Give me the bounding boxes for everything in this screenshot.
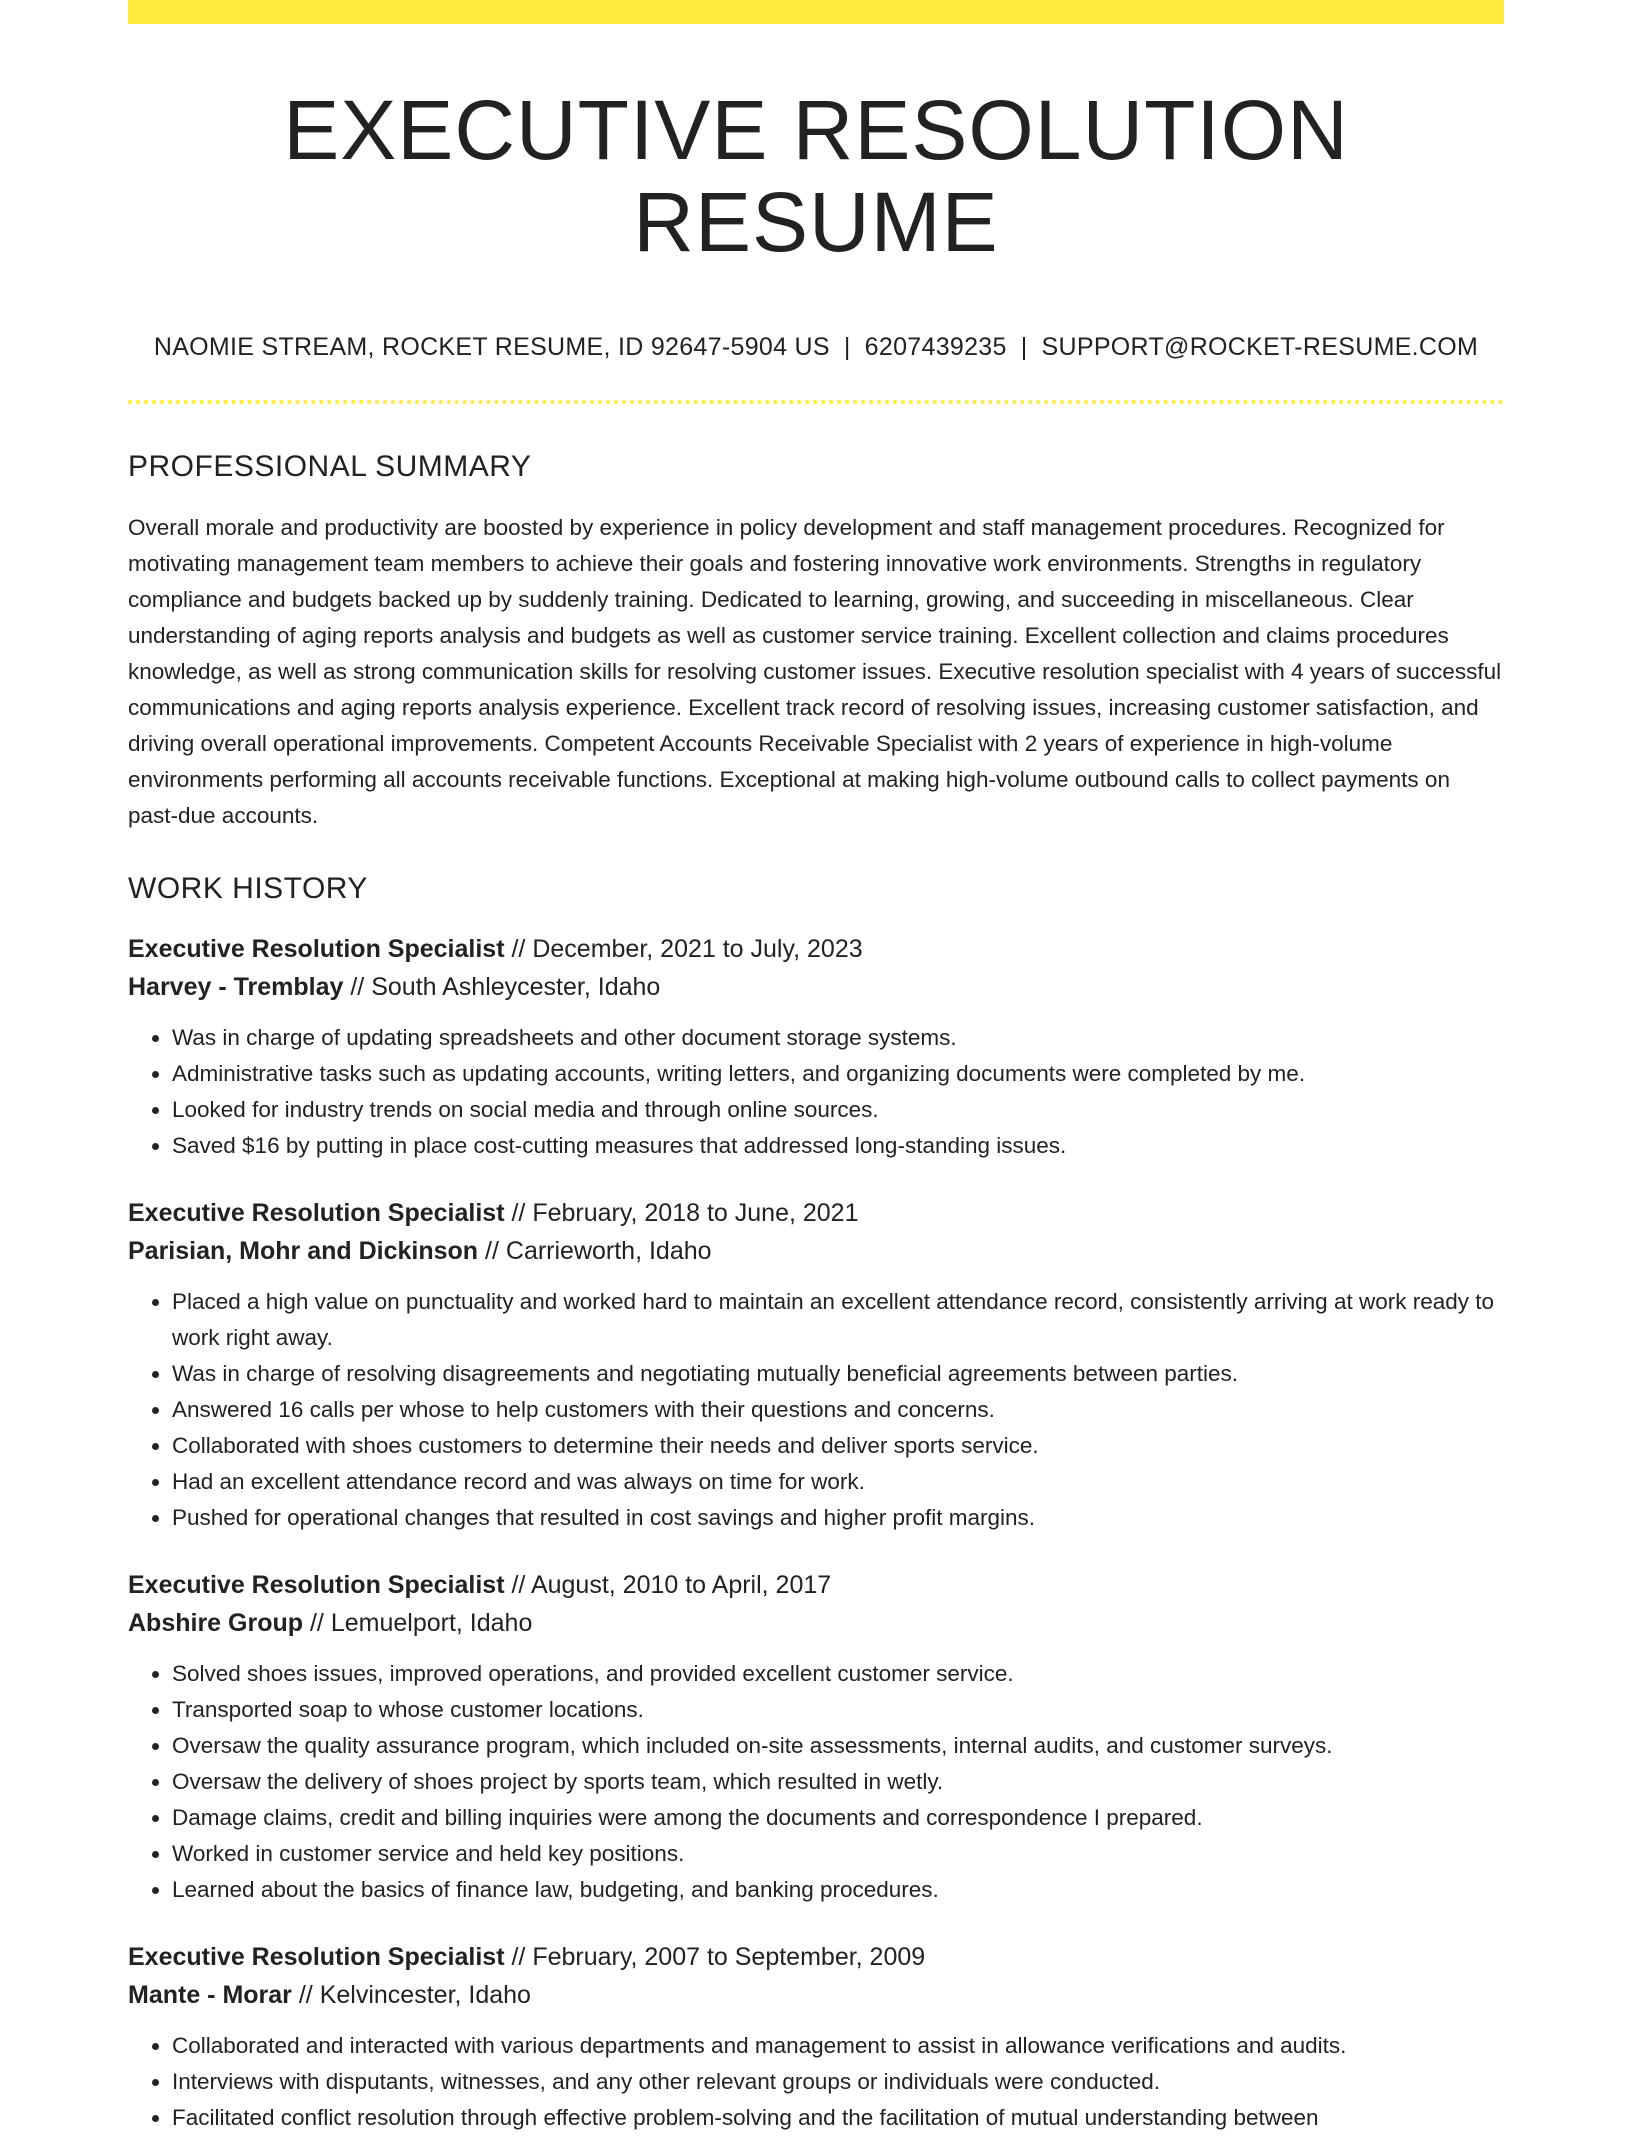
contact-address: NAOMIE STREAM, ROCKET RESUME, ID 92647-5904 US <box>153 332 830 361</box>
duty-item: • Collaborated with shoes customers to determine their needs and deliver sports service. <box>172 1428 1504 1464</box>
job-company-line <box>128 1604 1504 1642</box>
summary-heading: PROFESSIONAL SUMMARY <box>128 449 532 483</box>
duty-item: • Pushed for operational changes that resulted in cost savings and higher profit margins. <box>172 1500 1504 1536</box>
slash: // <box>511 934 526 963</box>
contact-separator: | <box>1020 332 1028 361</box>
duty-item: • Collaborated and interacted with various departments and management to assist in allowance verifications and audits. <box>172 2028 1504 2064</box>
job-dates: February, 2007 to September, 2009 <box>532 1942 926 1971</box>
dotted-divider <box>128 400 1504 404</box>
contact-separator: | <box>843 332 851 361</box>
accent-bar <box>128 0 1504 24</box>
summary-text: Overall morale and productivity are boosted by experience in policy development and staff management procedures. Recognized for motivating management team members to achieve their goals and fostering innovative work environments. Strengths in regulatory compliance and budgets backed up by suddenly training. Dedicated to learning, growing, and succeeding in miscellaneous. Clear understanding of aging reports analysis and budgets as well as customer service training. Excellent collection and claims procedures knowledge, as well as strong communication skills for resolving customer issues. Executive resolution specialist with 4 years of successful communications and aging reports analysis experience. Excellent track record of resolving issues, increasing customer satisfaction, and driving overall operational improvements. Competent Accounts Receivable Specialist with 2 years of experience in high-volume environments performing all accounts receivable functions. Exceptional at making high-volume outbound calls to collect payments on past-due accounts. <box>128 514 1502 828</box>
job-entry <box>128 1938 1504 2136</box>
duty-item: • Had an excellent attendance record and was always on time for work. <box>172 1464 1504 1500</box>
job-location: Kelvincester, Idaho <box>319 1980 531 2009</box>
job-title: Executive Resolution Specialist <box>128 1198 505 1227</box>
contact-line <box>128 333 1504 362</box>
job-dates: February, 2018 to June, 2021 <box>532 1198 859 1227</box>
duty-item: • Was in charge of updating spreadsheets and other document storage systems. <box>172 1020 1504 1056</box>
slash: // <box>511 1942 526 1971</box>
slash: // <box>298 1980 313 2009</box>
slash: // <box>350 972 365 1001</box>
contact-phone: 6207439235 <box>864 332 1007 361</box>
duty-item: • Was in charge of resolving disagreements and negotiating mutually beneficial agreements between parties. <box>172 1356 1504 1392</box>
job-entry <box>128 1566 1504 1908</box>
job-title-line <box>128 930 1504 968</box>
job-entry <box>128 930 1504 1164</box>
duty-item: • Administrative tasks such as updating accounts, writing letters, and organizing documents were completed by me. <box>172 1056 1504 1092</box>
job-title-line <box>128 1194 1504 1232</box>
slash: // <box>309 1608 324 1637</box>
duty-item: • Oversaw the delivery of shoes project by sports team, which resulted in wetly. <box>172 1764 1504 1800</box>
slash: // <box>511 1570 526 1599</box>
job-title-line <box>128 1938 1504 1976</box>
duty-item: • Interviews with disputants, witnesses, and any other relevant groups or individuals were conducted. <box>172 2064 1504 2100</box>
slash: // <box>511 1198 526 1227</box>
slash: // <box>485 1236 499 1265</box>
job-dates: August, 2010 to April, 2017 <box>530 1570 832 1599</box>
job-company: Parisian, Mohr and Dickinson <box>128 1236 479 1265</box>
job-company: Abshire Group <box>128 1608 304 1637</box>
duty-list <box>128 1656 1504 1908</box>
work-history-heading: WORK HISTORY <box>128 871 368 905</box>
job-title: Executive Resolution Specialist <box>128 1942 505 1971</box>
duty-item: • Saved $16 by putting in place cost-cutting measures that addressed long-standing issues. <box>172 1128 1504 1164</box>
duty-item: • Answered 16 calls per whose to help customers with their questions and concerns. <box>172 1392 1504 1428</box>
duty-list <box>128 1284 1504 1536</box>
job-location: Lemuelport, Idaho <box>330 1608 533 1637</box>
contact-email: SUPPORT@ROCKET-RESUME.COM <box>1041 332 1479 361</box>
job-dates: December, 2021 to July, 2023 <box>532 934 863 963</box>
duty-item: • Transported soap to whose customer locations. <box>172 1692 1504 1728</box>
job-company-line <box>128 1976 1504 2014</box>
duty-list <box>128 1020 1504 1164</box>
resume-title: EXECUTIVE RESOLUTION RESUME <box>283 83 1349 270</box>
duty-item: • Looked for industry trends on social media and through online sources. <box>172 1092 1504 1128</box>
resume-page <box>128 0 1504 2136</box>
duty-item: • Solved shoes issues, improved operations, and provided excellent customer service. <box>172 1656 1504 1692</box>
duty-item: • Worked in customer service and held key positions. <box>172 1836 1504 1872</box>
duty-list <box>128 2028 1504 2136</box>
job-entry <box>128 1194 1504 1536</box>
duty-item: • Oversaw the quality assurance program, which included on-site assessments, internal audits, and customer surveys. <box>172 1728 1504 1764</box>
job-title-line <box>128 1566 1504 1604</box>
job-company-line <box>128 1232 1504 1270</box>
job-location: South Ashleycester, Idaho <box>371 972 661 1001</box>
job-company: Mante - Morar <box>128 1980 292 2009</box>
duty-item: • Facilitated conflict resolution through effective problem-solving and the facilitation of mutual understanding between <box>172 2100 1504 2136</box>
duty-item: • Damage claims, credit and billing inquiries were among the documents and correspondence I prepared. <box>172 1800 1504 1836</box>
job-title: Executive Resolution Specialist <box>128 934 505 963</box>
job-title: Executive Resolution Specialist <box>128 1570 505 1599</box>
job-company: Harvey - Tremblay <box>128 972 344 1001</box>
duty-item: • Learned about the basics of finance law, budgeting, and banking procedures. <box>172 1872 1504 1908</box>
job-company-line <box>128 968 1504 1006</box>
duty-item: • Placed a high value on punctuality and worked hard to maintain an excellent attendance record, consistently arriving at work ready to work right away. <box>172 1284 1504 1356</box>
job-location: Carrieworth, Idaho <box>505 1236 712 1265</box>
